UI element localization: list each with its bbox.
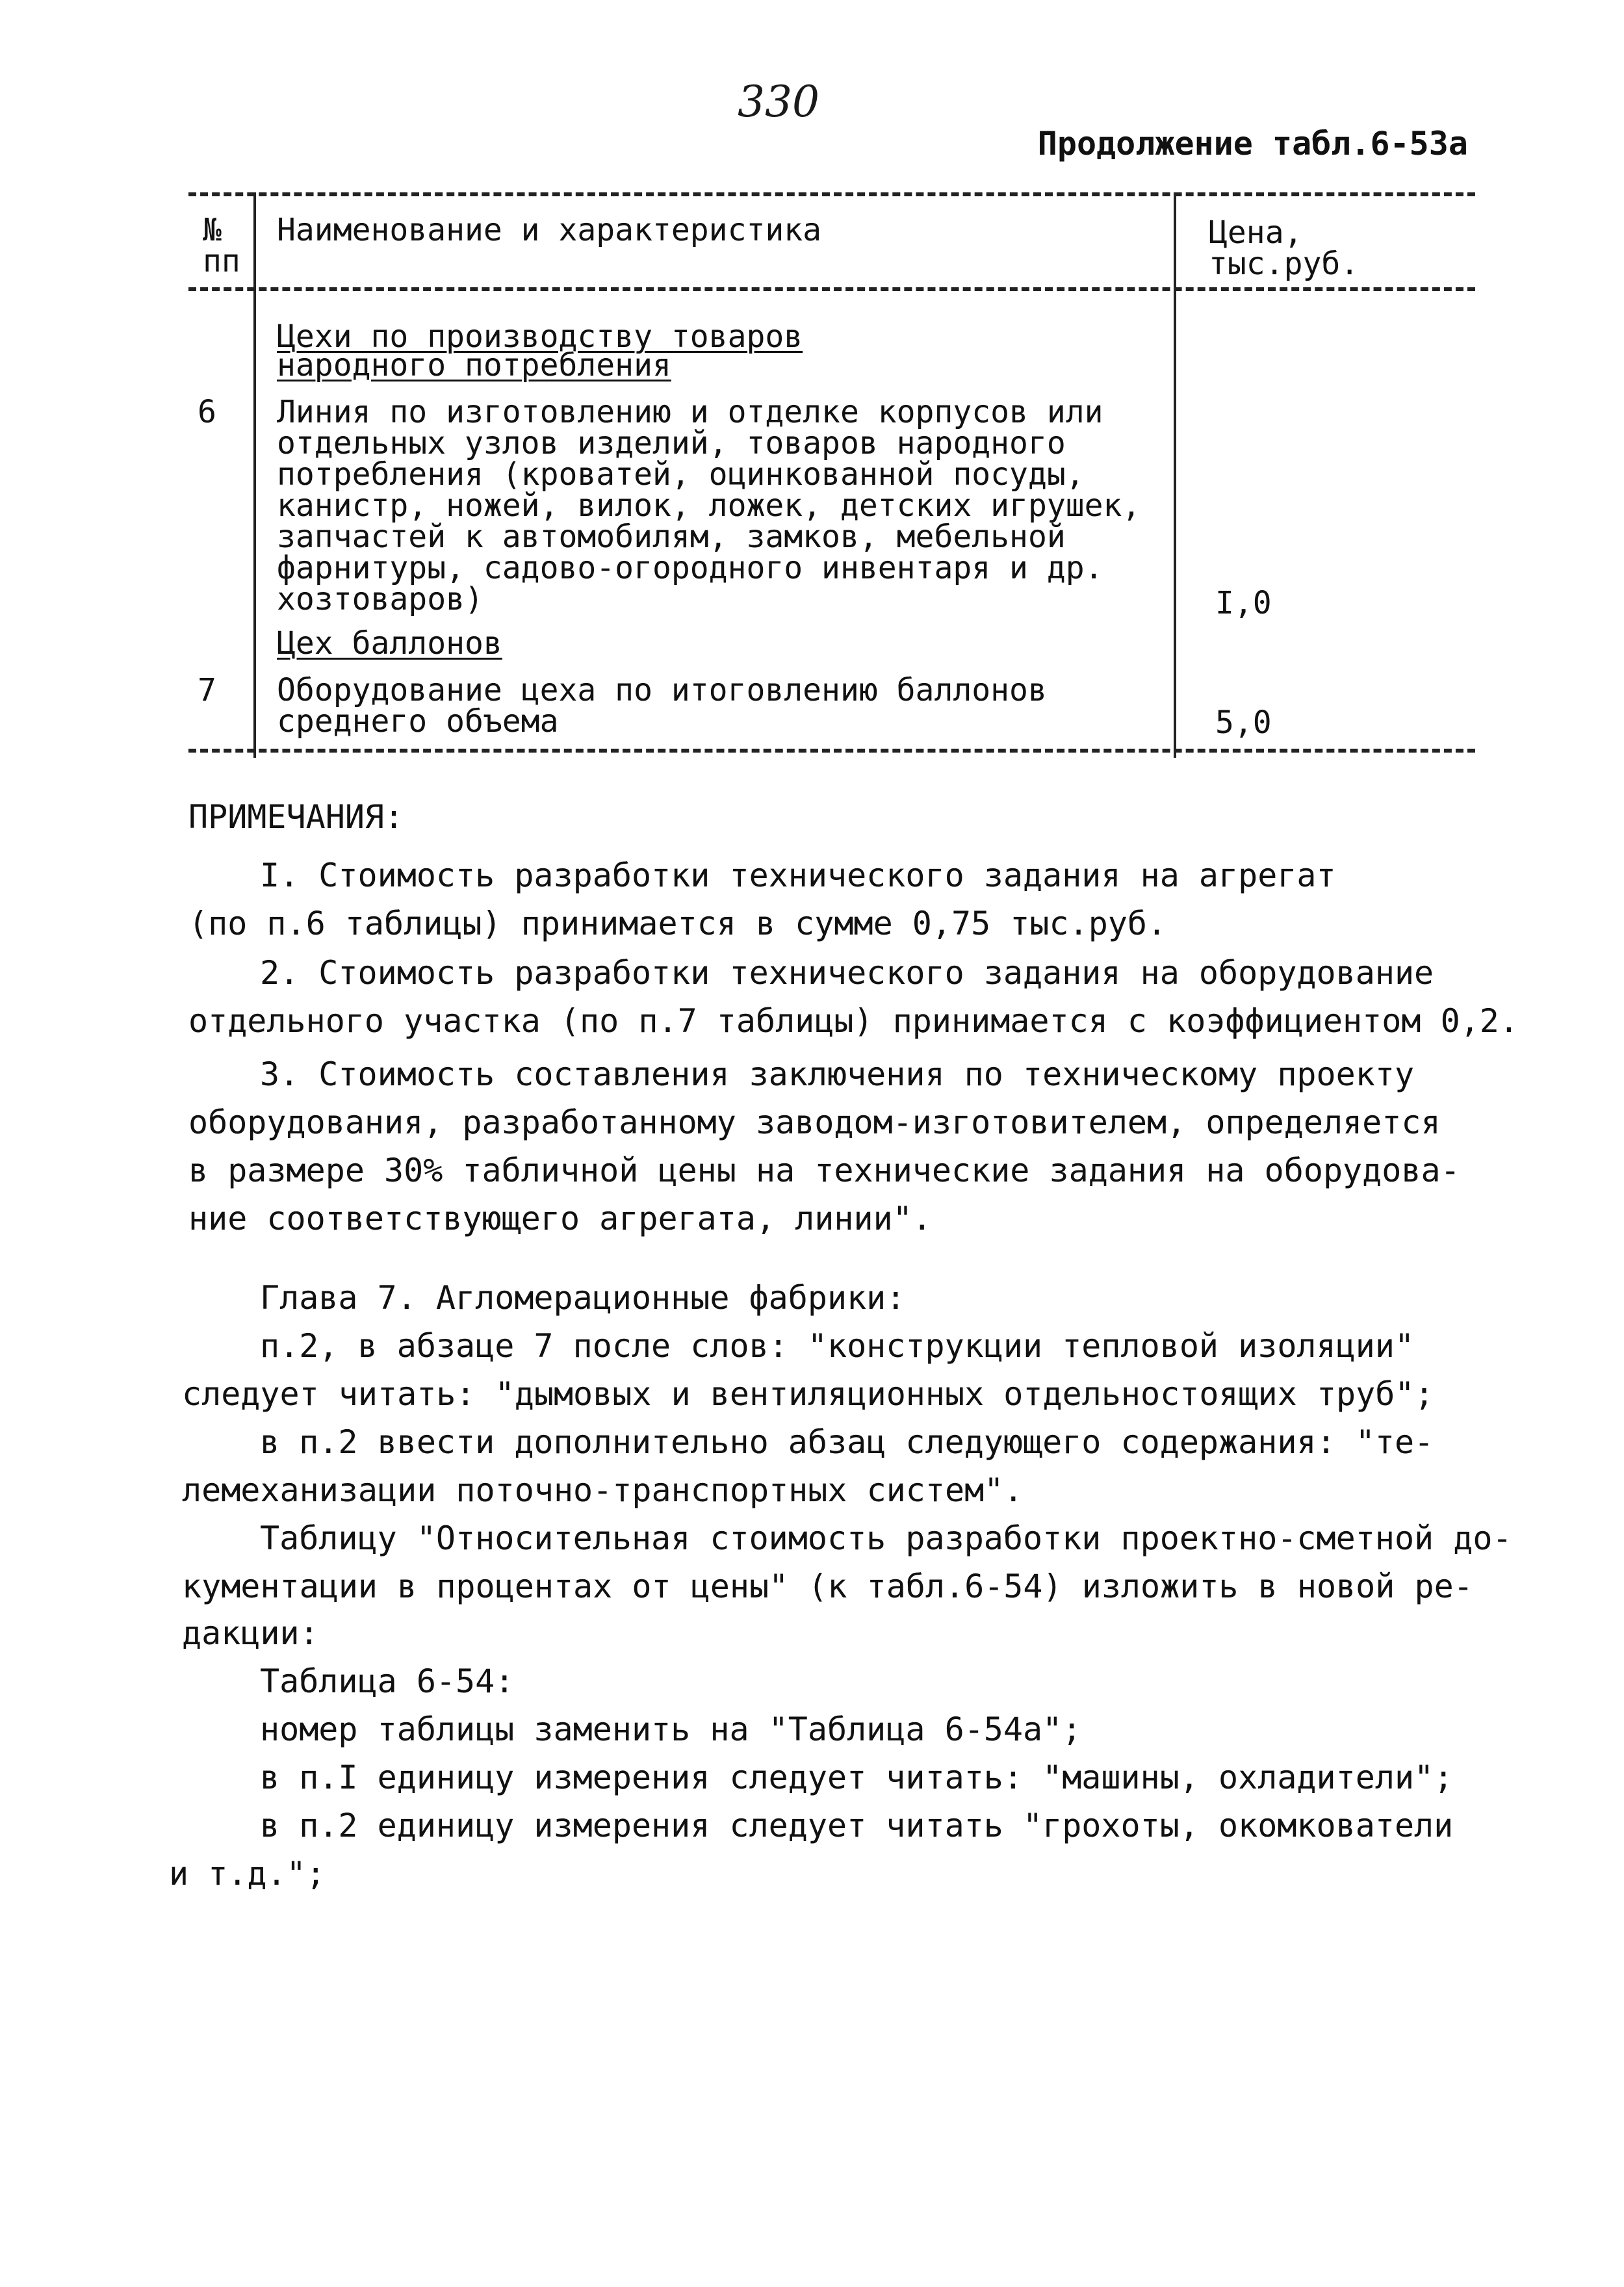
chapter-line: и т.д."; — [169, 1855, 326, 1893]
page-number: 330 — [738, 77, 819, 127]
table-top-rule — [188, 192, 1475, 196]
row-price: 5,0 — [1215, 704, 1272, 741]
header-num-line-2: пп — [203, 243, 240, 279]
chapter-line: номер таблицы заменить на "Таблица 6-54а"; — [260, 1711, 1082, 1748]
note-line: I. Стоимость разработки технического задания на агрегат — [260, 857, 1336, 894]
table-bottom-rule — [188, 749, 1475, 753]
header-num-line-1: № — [203, 212, 222, 248]
chapter-line: лемеханизации поточно-транспортных систем". — [182, 1471, 1024, 1509]
row-number: 7 — [198, 672, 216, 708]
row-price: I,0 — [1215, 585, 1272, 621]
note-line: (по п.6 таблицы) принимается в сумме 0,75 тыс.руб. — [188, 905, 1167, 942]
section-title-line: народного потребления — [277, 347, 671, 383]
row-text-line: среднего объема — [277, 703, 559, 740]
continuation-title: Продолжение табл.6-53а — [1037, 125, 1468, 162]
note-line: 3. Стоимость составления заключения по техническому проекту — [260, 1055, 1415, 1093]
chapter-line: кументации в процентах от цены" (к табл.6-54) изложить в новой ре- — [182, 1568, 1473, 1605]
row-text-line: потребления (кроватей, оцинкованной посуды, — [277, 456, 1085, 493]
row-text-line: хозтоваров) — [277, 581, 483, 617]
row-text-line: канистр, ножей, вилок, ложек, детских игрушек, — [277, 487, 1141, 524]
row-text-line: Линия по изготовлению и отделке корпусов или — [277, 394, 1103, 430]
chapter-line: следует читать: "дымовых и вентиляционных отдельностоящих труб"; — [182, 1375, 1434, 1413]
chapter-line: в п.2 единицу измерения следует читать "грохоты, окомкователи — [260, 1807, 1454, 1844]
header-name: Наименование и характеристика — [277, 212, 822, 248]
notes-heading: ПРИМЕЧАНИЯ: — [188, 798, 404, 836]
table-header-rule — [188, 287, 1475, 291]
header-price-line-1: Цена, — [1209, 214, 1303, 251]
price-table — [188, 192, 1475, 758]
header-price-line-2: тыс.руб. — [1209, 246, 1360, 282]
chapter-line: Таблицу "Относительная стоимость разработки проектно-сметной до- — [260, 1519, 1512, 1557]
row-text-line: отдельных узлов изделий, товаров народного — [277, 425, 1066, 461]
note-line: оборудования, разработанному заводом-изготовителем, определяется — [188, 1104, 1441, 1141]
section-title-line: Цехи по производству товаров — [277, 318, 803, 355]
table-column-divider-right — [1174, 192, 1176, 758]
chapter-line: в п.I единицу измерения следует читать: "машины, охладители"; — [260, 1759, 1454, 1796]
row-text-line: Оборудование цеха по итоговлению баллонов — [277, 672, 1047, 708]
chapter-line: Глава 7. Агломерационные фабрики: — [260, 1279, 906, 1317]
chapter-line: в п.2 ввести дополнительно абзац следующего содержания: "те- — [260, 1423, 1434, 1461]
note-line: отдельного участка (по п.7 таблицы) принимается с коэффициентом 0,2. — [188, 1002, 1519, 1040]
chapter-line: п.2, в абзаце 7 после слов: "конструкции тепловой изоляции" — [260, 1327, 1415, 1365]
chapter-line: дакции: — [182, 1614, 319, 1652]
row-text-line: фарнитуры, садово-огородного инвентаря и др. — [277, 550, 1103, 586]
row-text-line: запчастей к автомобилям, замков, мебельной — [277, 519, 1066, 555]
section-title-line: Цех баллонов — [277, 625, 502, 662]
chapter-line: Таблица 6-54: — [260, 1662, 515, 1700]
note-line: 2. Стоимость разработки технического задания на оборудование — [260, 954, 1434, 992]
note-line: ние соответствующего агрегата, линии". — [188, 1200, 932, 1237]
row-number: 6 — [198, 394, 216, 430]
table-column-divider-left — [253, 192, 256, 758]
note-line: в размере 30% табличной цены на технические задания на оборудова- — [188, 1152, 1460, 1189]
